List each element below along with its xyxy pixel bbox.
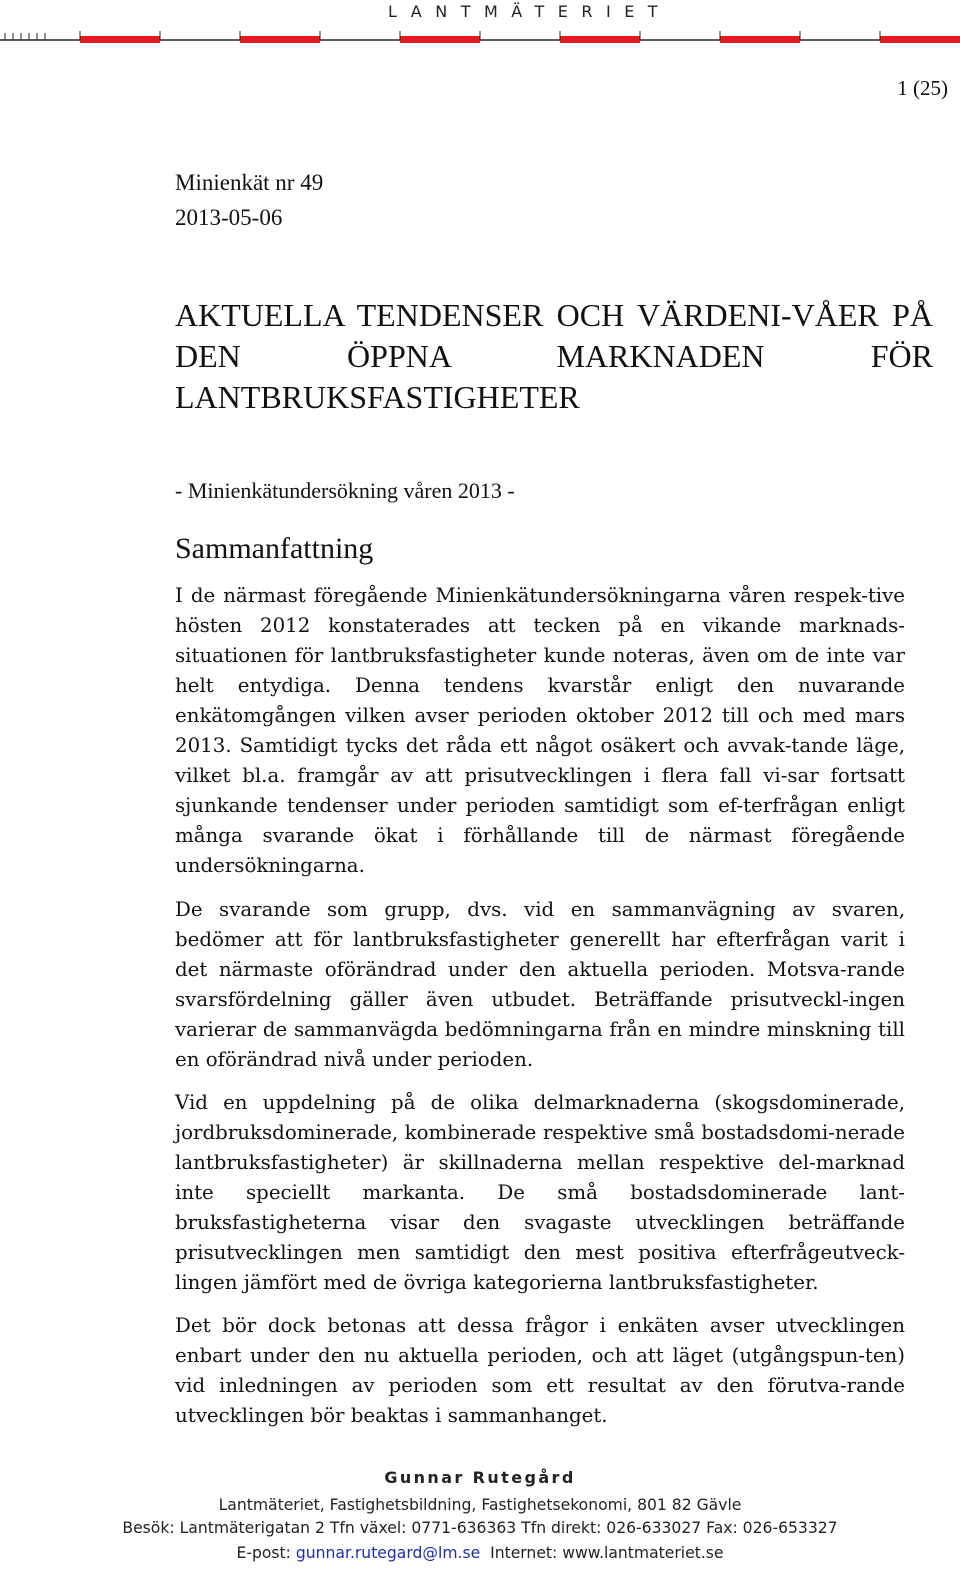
web-label: Internet:	[490, 1544, 558, 1562]
document-title: AKTUELLA TENDENSER OCH VÄRDENI-VÅER PÅ DEN ÖPPNA MARKNADEN FÖR LANTBRUKSFASTIGHETER	[175, 297, 933, 415]
document-subtitle: - Minienkätundersökning våren 2013 -	[175, 478, 515, 503]
paragraph-summary-3: Vid en uppdelning på de olika delmarknaderna (skogsdominerade, jordbruksdominerade, kombinerade respektive små bostadsdomi-nerade lantbruksfastigheter) är skillnaderna mellan respektive del-marknad inte speciellt markanta. De små bostadsdominerade lant-bruksfastigheterna visar den svagaste utvecklingen beträffande prisutvecklingen men samtidigt den mest positiva efterfrågeutveck-lingen jämfört med de övriga kategorierna lantbruksfastigheter.	[175, 1091, 905, 1294]
page-number: 1 (25)	[897, 76, 948, 100]
brand-wordmark: LANTMÄTERIET	[388, 2, 672, 21]
footer-author: Gunnar Rutegård	[384, 1468, 576, 1487]
email-label: E-post:	[236, 1544, 291, 1562]
paragraph-summary-2: De svarande som grupp, dvs. vid en sammanvägning av svaren, bedömer att för lantbruksfastigheter generellt har efterfrågan varit i det närmaste oförändrad under den aktuella perioden. Motsva-rande svarsfördelning gäller även utbudet. Beträffande prisutveckl-ingen varierar de sammanvägda bedömningarna från en mindre minskning till en oförändrad nivå under perioden.	[175, 898, 905, 1071]
header-ruler	[0, 27, 960, 43]
footer-visit-address: Besök: Lantmäterigatan 2 Tfn växel: 0771-636363 Tfn direkt: 026-633027 Fax: 026-653327	[122, 1519, 838, 1537]
footer-organization: Lantmäteriet, Fastighetsbildning, Fastighetsekonomi, 801 82 Gävle	[218, 1496, 742, 1514]
document-date: 2013-05-06	[175, 205, 283, 230]
footer-contact	[0, 1542, 960, 1564]
survey-number: Minienkät nr 49	[175, 170, 324, 195]
paragraph-summary-1: I de närmast föregående Minienkätundersökningarna våren respek-tive hösten 2012 konstaterades att tecken på en vikande marknads-situationen för lantbruksfastigheter kunde noteras, även om de inte var helt entydiga. Denna tendens kvarstår enligt den nuvarande enkätomgången vilken avser perioden oktober 2012 till och med mars 2013. Samtidigt tycks det råda ett något osäkert och avvak-tande läge, vilket bl.a. framgår av att prisutvecklingen i flera fall vi-sar fortsatt sjunkande tendenser under perioden samtidigt som ef-terfrågan enligt många svarande ökat i förhållande till de närmast föregående undersökningarna.	[175, 584, 905, 877]
web-link[interactable]: www.lantmateriet.se	[562, 1544, 724, 1562]
paragraph-summary-4: Det bör dock betonas att dessa frågor i enkäten avser utvecklingen enbart under den nu aktuella perioden, och att läget (utgångspun-ten) vid inledningen av perioden som ett resultat av den förutva-rande utvecklingen bör beaktas i sammanhanget.	[175, 1314, 905, 1427]
email-link[interactable]: gunnar.rutegard@lm.se	[295, 1544, 481, 1562]
section-heading: Sammanfattning	[175, 532, 374, 565]
